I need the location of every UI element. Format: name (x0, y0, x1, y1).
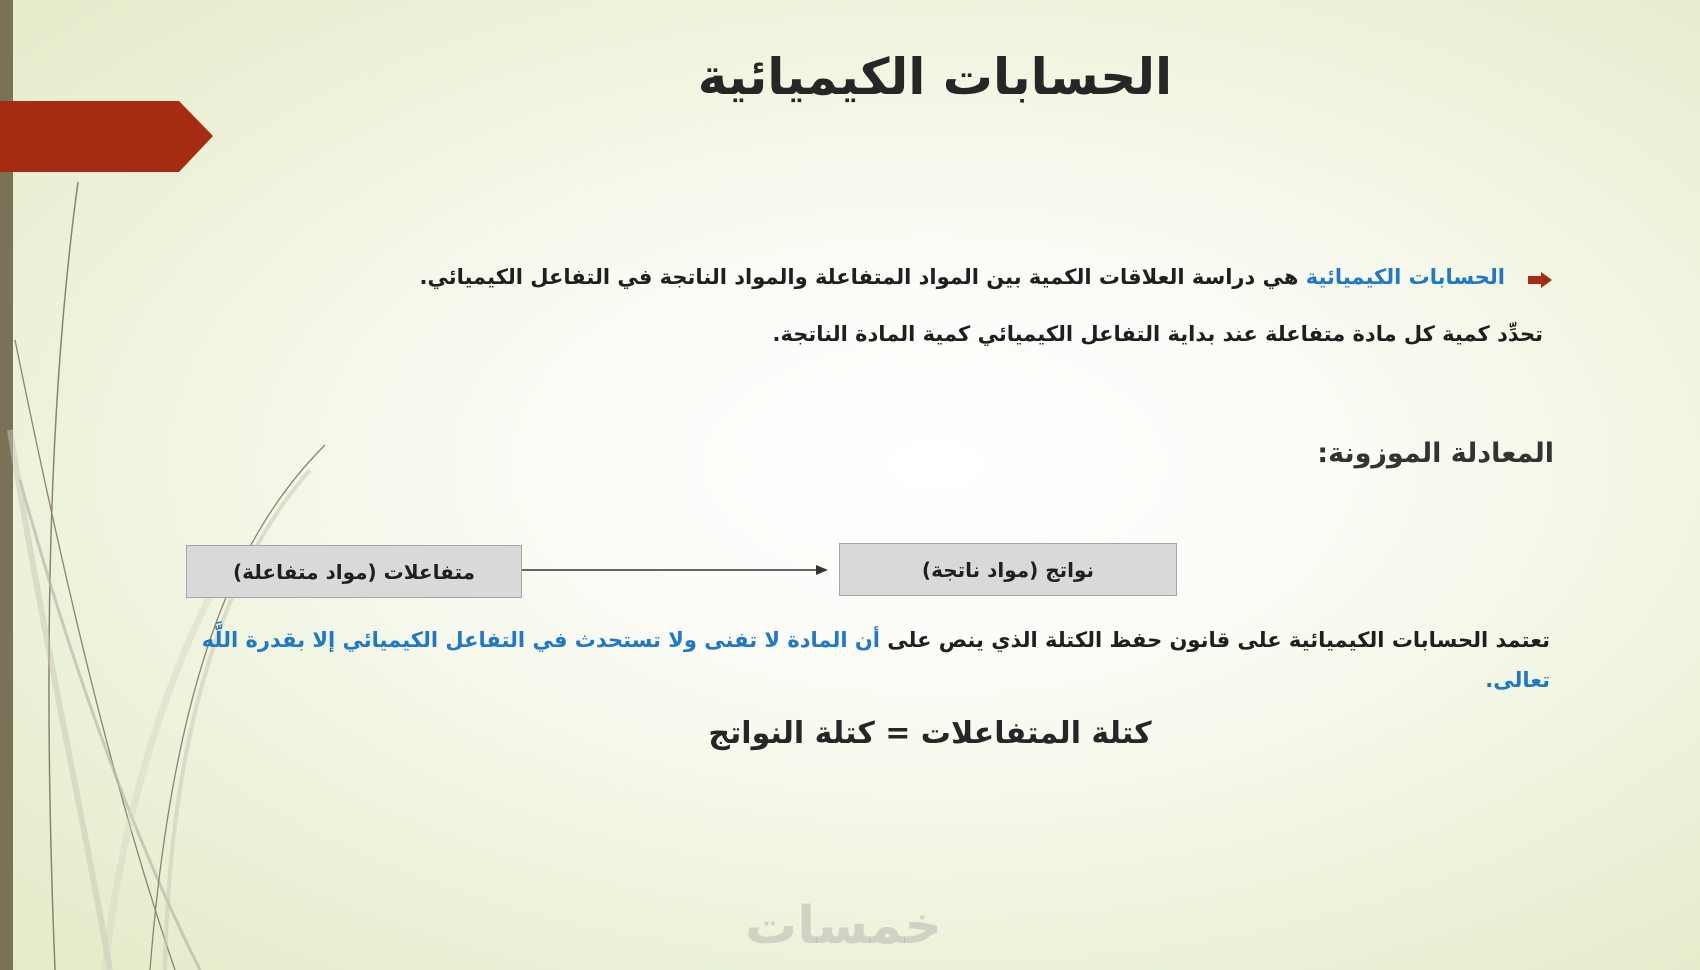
mass-equation: كتلة المتفاعلات = كتلة النواتج (708, 716, 1152, 751)
slide-title: الحسابات الكيميائية (697, 48, 1173, 106)
watermark-logo: خمسات (745, 896, 943, 956)
bullet-arrow-icon (1526, 271, 1552, 289)
decorative-curves (0, 0, 340, 970)
products-box: نواتج (مواد ناتجة) (839, 543, 1177, 596)
law-statement: أن المادة لا تفنى ولا تستحدث في التفاعل الكيميائي إلا بقدرة اللَّه تعالى. (201, 628, 1550, 692)
definition-term: الحسابات الكيميائية (1305, 265, 1505, 289)
reactant-quantity-line: تحدِّد كمية كل مادة متفاعلة عند بداية التفاعل الكيميائي كمية المادة الناتجة. (772, 322, 1543, 346)
definition-text: هي دراسة العلاقات الكمية بين المواد المتفاعلة والمواد الناتجة في التفاعل الكيميائي. (419, 265, 1306, 289)
reactants-box: متفاعلات (مواد متفاعلة) (186, 545, 522, 598)
balanced-equation-heading: المعادلة الموزونة: (1317, 438, 1554, 469)
reaction-arrow (522, 560, 842, 580)
law-intro: تعتمد الحسابات الكيميائية على قانون حفظ الكتلة الذي ينص على (880, 628, 1550, 652)
conservation-of-mass-text (150, 620, 1550, 700)
bullet-definition (419, 265, 1505, 289)
